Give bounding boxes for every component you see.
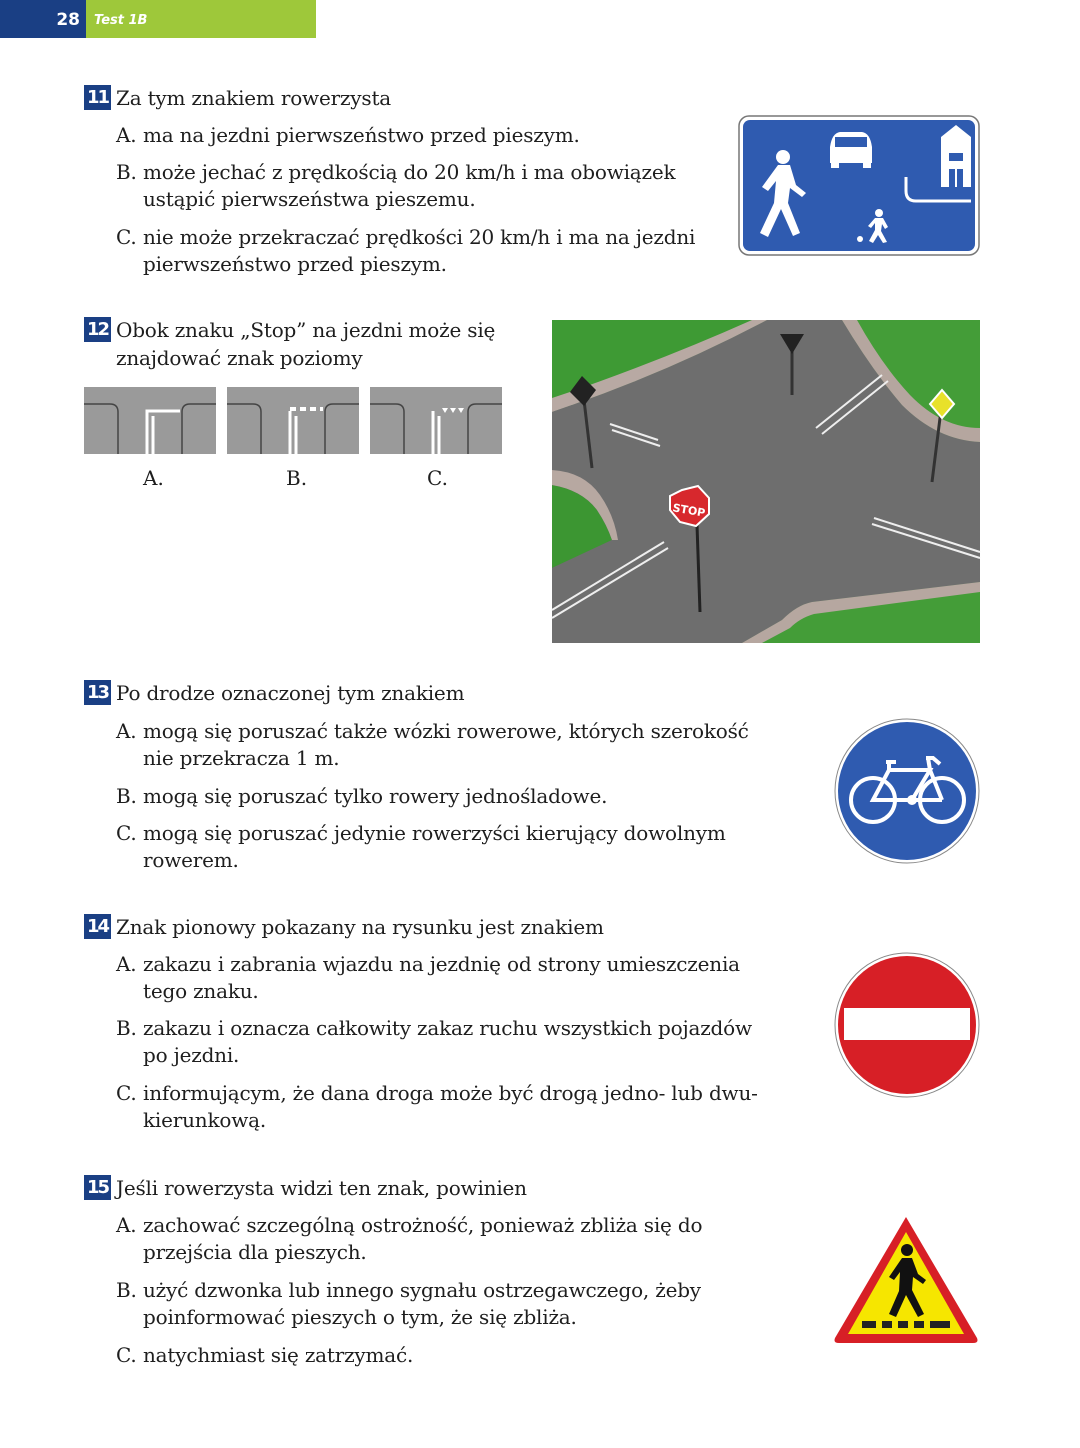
bicycle-path-sign-image (834, 718, 980, 864)
answer-option (116, 1015, 752, 1069)
option-caption: B. (286, 466, 308, 490)
answer-option (116, 224, 695, 278)
car-icon (830, 132, 872, 168)
option-letter: C. (116, 1343, 137, 1367)
option-text: nie może przekraczać prędkości 20 km/h i ma na jezdni (143, 225, 696, 249)
option-text: zachować szczególną ostrożność, ponieważ zbliża się do (143, 1213, 703, 1237)
option-text-continued: po jezdni. (143, 1043, 240, 1067)
residential-zone-sign-image (738, 115, 980, 256)
answer-option (116, 820, 726, 874)
option-letter: B. (116, 1016, 137, 1040)
option-text: może jechać z prędkością do 20 km/h i ma obowiązek (143, 160, 676, 184)
option-letter: A. (116, 123, 137, 147)
question-number: 15 (84, 1175, 111, 1200)
question-text: Jeśli rowerzysta widzi ten znak, powinien (116, 1176, 527, 1200)
question-number: 12 (84, 317, 111, 342)
option-text-continued: poinformować pieszych o tym, że się zbliża. (143, 1305, 577, 1329)
answer-option (116, 1277, 701, 1331)
option-text-continued: ustąpić pierwszeństwa pieszemu. (143, 187, 476, 211)
option-text: mogą się poruszać także wózki rowerowe, których szerokość (143, 719, 749, 743)
option-text-continued: przejścia dla pieszych. (143, 1240, 367, 1264)
option-caption: A. (143, 466, 164, 490)
answer-option (116, 783, 607, 810)
option-letter: C. (116, 225, 137, 249)
zebra-crossing-icon (862, 1321, 950, 1328)
option-letter: B. (116, 1278, 137, 1302)
house-icon (941, 125, 971, 187)
answer-option (116, 718, 749, 772)
option-text: mogą się poruszać jedynie rowerzyści kierujący dowolnym (143, 821, 726, 845)
option-text: natychmiast się zatrzymać. (143, 1343, 414, 1367)
road-marking-option-c (370, 387, 502, 454)
option-letter: B. (116, 160, 137, 184)
page-number: 28 (56, 10, 80, 30)
option-text-continued: kierunkową. (143, 1108, 267, 1132)
no-entry-sign-image (834, 952, 980, 1098)
option-text: zakazu i oznacza całkowity zakaz ruchu wszystkich pojazdów (143, 1016, 752, 1040)
answer-option (116, 1342, 413, 1369)
option-text-continued: rowerem. (143, 848, 239, 872)
option-caption: C. (427, 466, 448, 490)
option-letter: A. (116, 952, 137, 976)
option-text-continued: pierwszeństwo przed pieszym. (143, 252, 447, 276)
option-text: zakazu i zabrania wjazdu na jezdnię od strony umieszczenia (143, 952, 740, 976)
option-letter: A. (116, 1213, 137, 1237)
option-text: informującym, że dana droga może być drogą jedno- lub dwu- (143, 1081, 758, 1105)
intersection-illustration (552, 320, 980, 643)
question-text: Obok znaku „Stop” na jezdni może się (116, 318, 496, 342)
answer-option (116, 1212, 702, 1266)
answer-option (116, 1080, 758, 1134)
question-text: Znak pionowy pokazany na rysunku jest znakiem (116, 915, 604, 939)
stop-sign-label: STOP (671, 501, 707, 520)
option-letter: B. (116, 784, 137, 808)
option-letter: C. (116, 821, 137, 845)
answer-option (116, 159, 675, 213)
question-text: Za tym znakiem rowerzysta (116, 86, 392, 110)
option-letter: A. (116, 719, 137, 743)
option-text-continued: tego znaku. (143, 979, 259, 1003)
option-text-continued: nie przekracza 1 m. (143, 746, 340, 770)
option-text: ma na jezdni pierwszeństwo przed pieszym. (143, 123, 580, 147)
option-text: mogą się poruszać tylko rowery jednośladowe. (143, 784, 608, 808)
option-letter: C. (116, 1081, 137, 1105)
question-text-continued: znajdować znak poziomy (116, 346, 363, 370)
pedestrian-crossing-warning-sign-image (832, 1214, 980, 1346)
answer-option (116, 122, 580, 149)
question-number: 13 (84, 680, 111, 705)
question-number: 11 (84, 85, 111, 110)
question-text: Po drodze oznaczonej tym znakiem (116, 681, 465, 705)
answer-option (116, 951, 740, 1005)
page-title: Test 1B (94, 13, 148, 28)
road-marking-option-b (227, 387, 359, 454)
option-text: użyć dzwonka lub innego sygnału ostrzegawczego, żeby (143, 1278, 701, 1302)
road-marking-option-a (84, 387, 216, 454)
question-number: 14 (84, 914, 111, 939)
